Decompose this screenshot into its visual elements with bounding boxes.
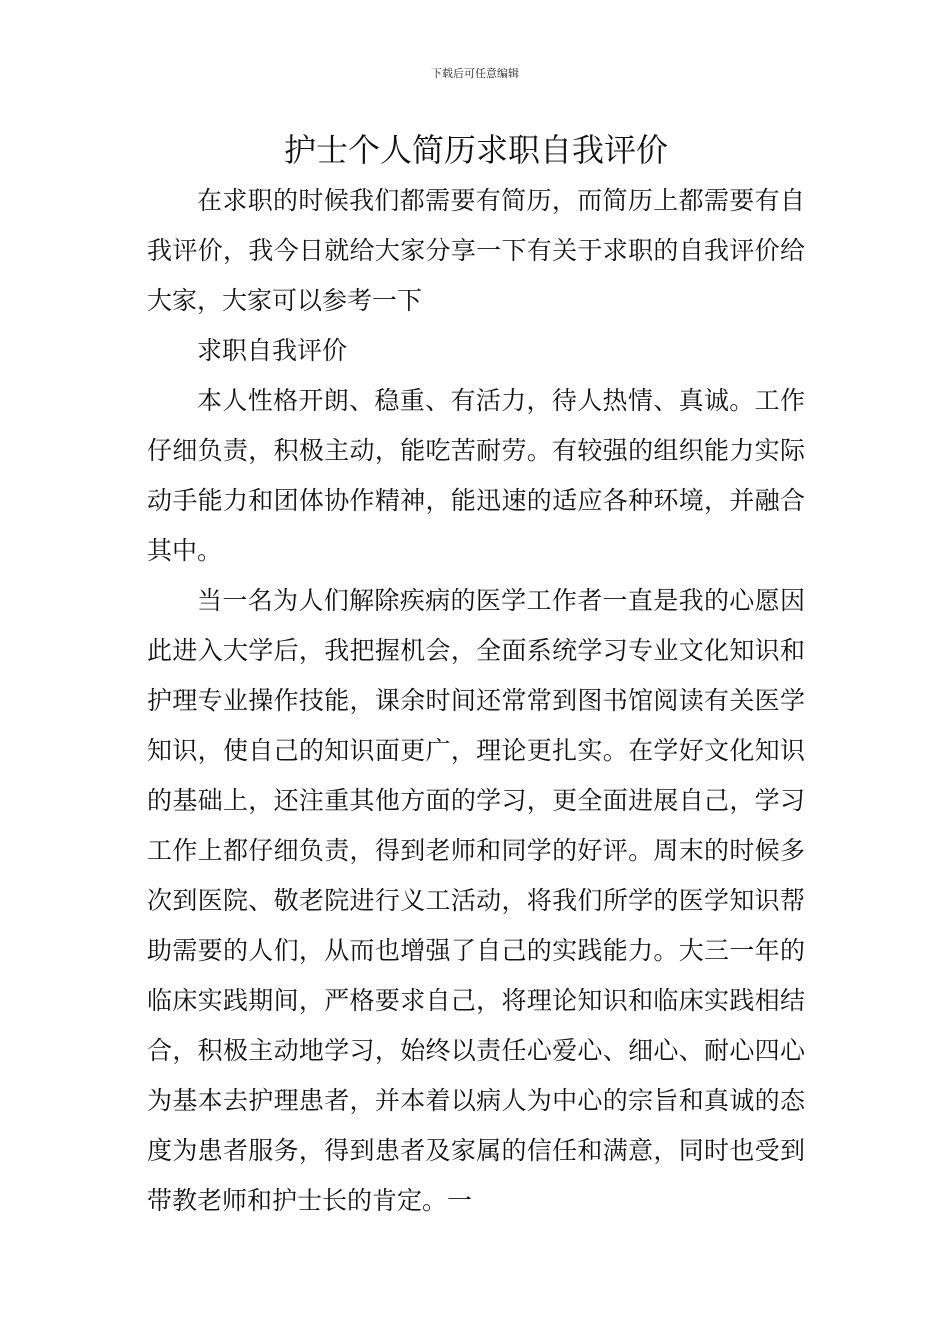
section-heading: 求职自我评价 xyxy=(197,336,348,365)
paragraph-intro: 在求职的时候我们都需要有简历，而简历上都需要有自我评价，我今日就给大家分享一下有关于求职的自我评价给大家，大家可以参考一下 xyxy=(147,186,805,315)
header-note: 下载后可任意编辑 xyxy=(431,67,519,80)
document-title: 护士个人简历求职自我评价 xyxy=(283,131,668,169)
document-body xyxy=(147,176,805,1226)
paragraph-personality: 本人性格开朗、稳重、有活力，待人热情、真诚。工作仔细负责，积极主动，能吃苦耐劳。有较强的组织能力实际动手能力和团体协作精神，能迅速的适应各种环境，并融合其中。 xyxy=(147,386,805,565)
paragraph-experience: 当一名为人们解除疾病的医学工作者一直是我的心愿因此进入大学后，我把握机会，全面系统学习专业文化知识和护理专业操作技能，课余时间还常常到图书馆阅读有关医学知识，使自己的知识面更广，理论更扎实。在学好文化知识的基础上，还注重其他方面的学习，更全面进展自己，学习工作上都仔细负责，得到老师和同学的好评。周末的时候多次到医院、敬老院进行义工活动，将我们所学的医学知识帮助需要的人们，从而也增强了自己的实践能力。大三一年的临床实践期间，严格要求自己，将理论知识和临床实践相结合，积极主动地学习，始终以责任心爱心、细心、耐心四心为基本去护理患者，并本着以病人为中心的宗旨和真诚的态度为患者服务，得到患者及家属的信任和满意，同时也受到带教老师和护士长的肯定。一 xyxy=(147,586,805,1215)
